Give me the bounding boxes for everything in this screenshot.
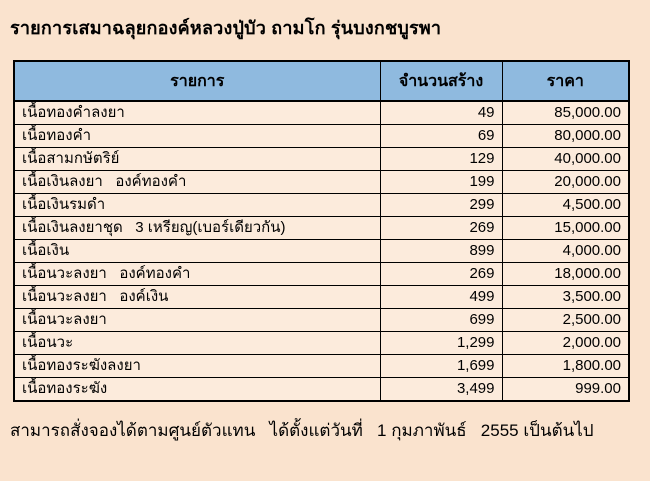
quantity-cell: 69 bbox=[380, 125, 502, 148]
table-row bbox=[14, 286, 629, 309]
price-cell: 20,000.00 bbox=[502, 171, 629, 194]
table-row bbox=[14, 309, 629, 332]
item-cell: เนื้อนวะลงยา bbox=[14, 309, 380, 332]
item-cell: เนื้อทองระฆัง bbox=[14, 378, 380, 402]
quantity-cell: 899 bbox=[380, 240, 502, 263]
column-header-item: รายการ bbox=[14, 61, 380, 101]
quantity-cell: 299 bbox=[380, 194, 502, 217]
quantity-cell: 499 bbox=[380, 286, 502, 309]
price-cell: 85,000.00 bbox=[502, 101, 629, 125]
item-cell: เนื้อเงินลงยาชุด 3 เหรียญ(เบอร์เดียวกัน) bbox=[14, 217, 380, 240]
header-row bbox=[14, 61, 629, 101]
item-cell: เนื้อเงิน bbox=[14, 240, 380, 263]
item-cell: เนื้อทองคำ bbox=[14, 125, 380, 148]
item-cell: เนื้อเงินรมดำ bbox=[14, 194, 380, 217]
table-row bbox=[14, 263, 629, 286]
quantity-cell: 1,299 bbox=[380, 332, 502, 355]
quantity-cell: 129 bbox=[380, 148, 502, 171]
quantity-cell: 269 bbox=[380, 263, 502, 286]
table-row bbox=[14, 194, 629, 217]
table-row bbox=[14, 355, 629, 378]
price-cell: 18,000.00 bbox=[502, 263, 629, 286]
item-cell: เนื้อนวะลงยา องค์ทองคำ bbox=[14, 263, 380, 286]
footer-note: สามารถสั่งจองได้ตามศูนย์ตัวแทน ได้ตั้งแต่วันที่ 1 กุมภาพันธ์ 2555 เป็นต้นไป bbox=[10, 421, 594, 440]
table-row bbox=[14, 217, 629, 240]
item-cell: เนื้อนวะลงยา องค์เงิน bbox=[14, 286, 380, 309]
price-cell: 2,500.00 bbox=[502, 309, 629, 332]
price-table bbox=[13, 60, 630, 402]
item-cell: เนื้อทองระฆังลงยา bbox=[14, 355, 380, 378]
price-cell: 1,800.00 bbox=[502, 355, 629, 378]
item-cell: เนื้อทองคำลงยา bbox=[14, 101, 380, 125]
price-cell: 4,500.00 bbox=[502, 194, 629, 217]
page-title: รายการเสมาฉลุยกองค์หลวงปู่บัว ถามโก รุ่นบงกชบูรพา bbox=[10, 18, 442, 38]
item-cell: เนื้อนวะ bbox=[14, 332, 380, 355]
item-cell: เนื้อสามกษัตริย์ bbox=[14, 148, 380, 171]
column-header-price: ราคา bbox=[502, 61, 629, 101]
table-row bbox=[14, 378, 629, 402]
table-row bbox=[14, 332, 629, 355]
price-cell: 40,000.00 bbox=[502, 148, 629, 171]
price-cell: 80,000.00 bbox=[502, 125, 629, 148]
quantity-cell: 199 bbox=[380, 171, 502, 194]
table-row bbox=[14, 240, 629, 263]
quantity-cell: 699 bbox=[380, 309, 502, 332]
price-cell: 2,000.00 bbox=[502, 332, 629, 355]
quantity-cell: 1,699 bbox=[380, 355, 502, 378]
price-cell: 4,000.00 bbox=[502, 240, 629, 263]
quantity-cell: 49 bbox=[380, 101, 502, 125]
table-row bbox=[14, 171, 629, 194]
price-cell: 999.00 bbox=[502, 378, 629, 402]
table-row bbox=[14, 148, 629, 171]
table-row bbox=[14, 101, 629, 125]
price-cell: 15,000.00 bbox=[502, 217, 629, 240]
price-cell: 3,500.00 bbox=[502, 286, 629, 309]
table-row bbox=[14, 125, 629, 148]
column-header-quantity: จำนวนสร้าง bbox=[380, 61, 502, 101]
quantity-cell: 269 bbox=[380, 217, 502, 240]
quantity-cell: 3,499 bbox=[380, 378, 502, 402]
item-cell: เนื้อเงินลงยา องค์ทองคำ bbox=[14, 171, 380, 194]
